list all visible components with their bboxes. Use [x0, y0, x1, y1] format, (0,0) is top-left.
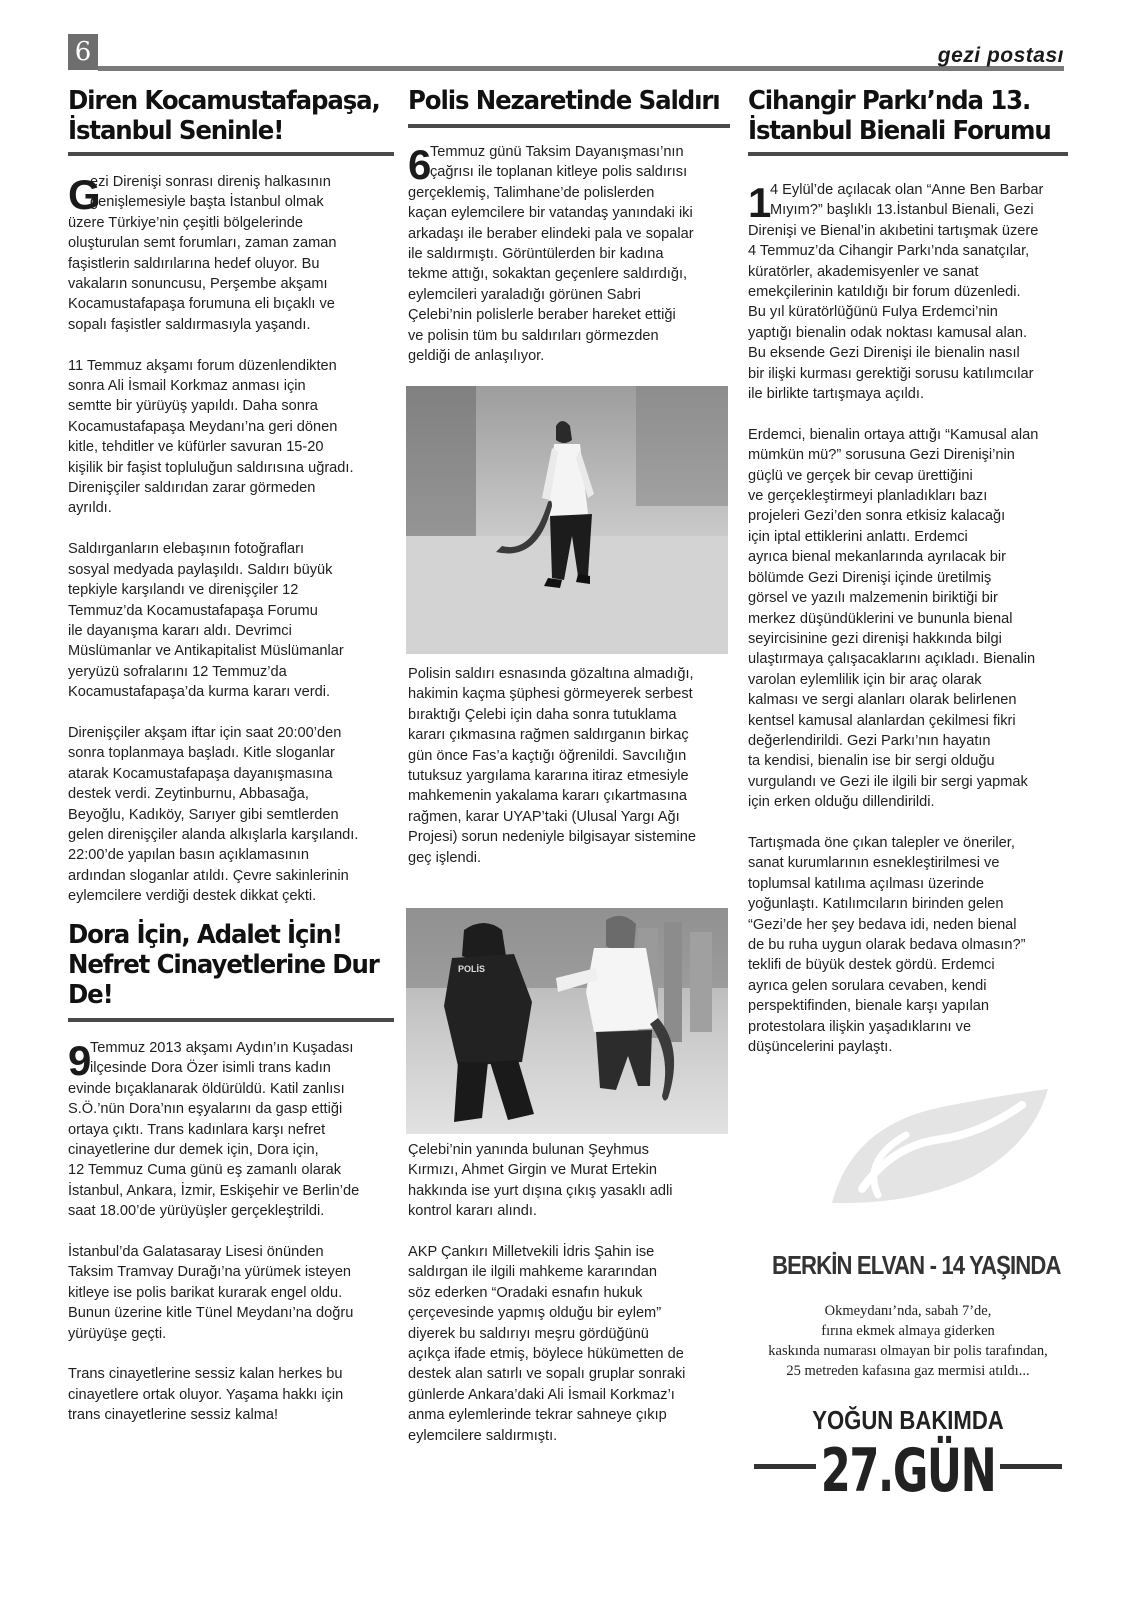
headline-bienal: Cihangir Parkı’nda 13. İstanbul Bienali Forumu: [748, 86, 1051, 146]
article-body: [748, 180, 1068, 1057]
day-counter: [748, 1438, 1068, 1508]
paragraph: Çelebi’nin yanında bulunan Şeyhmus Kırmızı, Ahmet Girgin ve Murat Ertekin hakkında ise yurt dışına çıkış yasaklı adli kontrol kararı alındı.: [408, 1142, 673, 1220]
headline-polis: Polis Nezaretinde Saldırı: [408, 86, 720, 116]
article-body: [408, 664, 730, 868]
headline-rule: [408, 124, 730, 128]
paragraph: 1 4 Eylül’de açılacak olan “Anne Ben Barbar Mıyım?” başlıklı 13.İstanbul Bienali, Gezi Direnişi ve Bienal’in akıbetini tartışmak üzere 4 Temmuz’da Cihangir Parkı’nda sanatçılar, küratörler, akademisyenler ve sanat emekçilerinin katıldığı bir forum düzenledi. Bu yıl küratörlüğünü Fulya Erdemci’nin yaptığı bienalin odak noktası kamusal alan. Bu eksende Gezi Direnişi ile bienalin nasıl bir ilişki kurması gerektiği sorusu katılımcılar ile birlikte tartışmaya açıldı.: [748, 179, 1044, 403]
page-number: 6: [74, 37, 92, 67]
headline-dora: Dora İçin, Adalet İçin! Nefret Cinayetlerine Dur De!: [68, 920, 379, 1010]
article-body: [408, 142, 730, 366]
photo-attacker-with-machete: [406, 386, 728, 654]
paragraph: 6 Temmuz günü Taksim Dayanışması’nın çağrısı ile toplanan kitleye polis saldırısı gerçeklemiş, Talimhane’de polislerden kaçan eylemcilere bir vatandaş yanındaki iki arkadaşı ile beraber elindeki pala ve sopalar ile saldırmıştı. Görüntülerden bir kadına tekme attığı, sokaktan geçenlere saldırdığı, eylemcileri yaraladığı görünen Sabri Çelebi’nin polislerle beraber hareket ettiği ve polisin tüm bu saldırıları görmezden geldiği de anlaşılıyor.: [408, 141, 694, 365]
day-counter-line-right: [1000, 1464, 1062, 1469]
photo-police-and-attacker: [406, 908, 728, 1134]
paragraph: 9 Temmuz 2013 akşamı Aydın’ın Kuşadası ilçesinde Dora Özer isimli trans kadın evinde bıçaklanarak öldürüldü. Katil zanlısı S.Ö.’nün Dora’nın eşyalarını da gasp ettiği ortaya çıktı. Trans kadınlara karşı nefret cinayetlerine dur demek için, Dora için, 12 Temmuz Cuma günü eş zamanlı olarak İstanbul, Ankara, İzmir, Eskişehir ve Berlin’de saat 18.00’de yürüyüşler gerçekleştrildi.: [68, 1037, 360, 1220]
berkin-description: Okmeydanı’nda, sabah 7’de, fırına ekmek almaya giderken kaskında numarası olmayan bir polis tarafından, 25 metreden kafasına gaz mermisi atıldı...: [768, 1303, 1048, 1379]
headline-rule: [68, 1018, 394, 1022]
drop-cap: 1: [748, 179, 772, 226]
leaf-icon: [822, 1085, 1052, 1214]
paragraph: Erdemci, bienalin ortaya attığı “Kamusal alan mümkün mü?” sorusuna Gezi Direnişi’nin güçlü ve gerçek bir cevap ürettiğini ve gerçekleştirmeyi planladıkları bazı projeleri Gezi’den sonra etkisiz kalacağı için iptal ettiklerini anlattı. Erdemci ayrıca bienal mekanlarında ayrılacak bir bölümde Gezi Direnişi içinde üretilmiş görsel ve yazılı malzemenin biriktiği bir merkez düşündüklerini ve bununla bienal seyircisinine gezi direnişi hakkında bilgi ulaştırmaya çalışacaklarını açıkladı. Bienalin varolan eylemlilik için bir araç olarak kalması ve sergi alanları olarak belirlenen kentsel kamusal alanlardan çekilmesi fikri değerlendirildi. Gezi Parkı’nın hayatın ta kendisi, bienalin ise bir sergi olduğu vurgulandı ve Gezi ile ilgili bir sergi yapmak için erken olduğu dillendirildi.: [748, 426, 1039, 811]
paragraph: Trans cinayetlerine sessiz kalan herkes bu cinayetlere ortak oluyor. Yaşama hakkı için trans cinayetlerine sessiz kalma!: [68, 1366, 344, 1424]
paragraph: Polisin saldırı esnasında gözaltına almadığı, hakimin kaçma şüphesi görmeyerek serbest bıraktığı Çelebi için daha sonra tutuklama kararı çıkmasına rağmen saldırganın birkaç gün önce Fas’a kaçtığı öğrenildi. Savcılığın tutuksuz yargılama kararına itiraz etmesiyle mahkemenin yakalama kararı çıkartmasına rağmen, karar UYAP’taki (Ulusal Yargı Ağı Projesi) sorun nedeniyle bilgisayar sistemine geç işlendi.: [408, 666, 696, 866]
paragraph: Tartışmada öne çıkan talepler ve öneriler, sanat kurumlarının esnekleştirilmesi ve toplumsal katılıma açılması üzerinde yoğunlaştı. Katılımcıların birinden gelen “Gezi’de her şey bedava idi, neden bienal de bu ruha uygun olarak bedava olmasın?” teklifi de büyük destek gördü. Erdemci ayrıca gelen sorulara cevaben, kendi perspektifinden, bienale karşı yapılan protestolara ilişkin yaşadıklarını ve düşüncelerini paylaştı.: [748, 834, 1026, 1056]
berkin-title: BERKİN ELVAN - 14 YAŞINDA: [772, 1250, 1061, 1280]
article-dora: [68, 920, 394, 1446]
paragraph: Direnişçiler akşam iftar için saat 20:00’den sonra toplanmaya başladı. Kitle sloganlar atarak Kocamustafapaşa dayanışmasına destek verdi. Zeytinburnu, Abbasağa, Beyoğlu, Kadıköy, Sarıyer gibi semtlerden gelen direnişçiler alanda alkışlarla karşılandı. 22:00’de yapılan basın açıklamasının ardından sloganlar atıldı. Çevre sakinlerinin eylemcilere verdiği destek dikkat çekti.: [68, 724, 359, 905]
article-body: [68, 172, 394, 907]
article-bienal-forumu: [748, 86, 1068, 1078]
headline-rule: [748, 152, 1068, 156]
headline-rule: [68, 152, 394, 156]
drop-cap: 9: [68, 1037, 92, 1084]
header-rule: [98, 66, 1064, 71]
berkin-status: YOĞUN BAKIMDA: [812, 1405, 1004, 1435]
article-kocamustafapasa: [68, 86, 394, 927]
photo-attacker-illustration: [406, 386, 728, 654]
police-vest-label: POLİS: [458, 964, 486, 974]
paragraph: AKP Çankırı Milletvekili İdris Şahin ise saldırgan ile ilgili mahkeme kararından söz ederken “Oradaki esnafın hukuk çerçevesinde yapmış olduğu bir eylem” diyerek bu saldırıyı meşru gördüğünü açıkça ifade etmiş, böylece hükümetten de destek alan satırlı ve sopalı gruplar sonraki günlerde Ankara’daki Ali İsmail Korkmaz’ı anma eylemlerinde tekrar sahneye çıkıp eylemcilere saldırmıştı.: [408, 1244, 686, 1444]
drop-cap: G: [68, 171, 101, 218]
article-body: [68, 1038, 394, 1426]
drop-cap: 6: [408, 141, 432, 188]
article-polis-continued-2: [408, 1140, 730, 1466]
paragraph: İstanbul’da Galatasaray Lisesi önünden Taksim Tramvay Durağı’na yürümek isteyen kitleye ise polis barikat kurarak engel oldu. Bunun üzerine kitle Tünel Meydanı’na doğru yürüyüşe geçti.: [68, 1244, 354, 1342]
article-polis-continued: [408, 664, 730, 888]
article-body: [408, 1140, 730, 1446]
article-polis-nezaretinde: [408, 86, 730, 387]
berkin-elvan-box: [748, 1250, 1068, 1580]
paragraph: 11 Temmuz akşamı forum düzenlendikten sonra Ali İsmail Korkmaz anması için semtte bir yürüyüş yapıldı. Daha sonra Kocamustafapaşa Meydanı’na geri dönen kitle, tehditler ve küfürler savuran 15-20 kişilik bir faşist topluluğun saldırısına uğradı. Direnişçiler saldırıdan zarar görmeden ayrıldı.: [68, 357, 354, 517]
paragraph: Saldırganların elebaşının fotoğrafları sosyal medyada paylaşıldı. Saldırı büyük tepkiyle karşılandı ve direnişçiler 12 Temmuz’da Kocamustafapaşa Forumu ile dayanışma kararı aldı. Devrimci Müslümanlar ve Antikapitalist Müslümanlar yeryüzü sofralarını 12 Temmuz’da Kocamustafapaşa’da kurma kararı verdi.: [68, 541, 344, 701]
headline-kocamustafapasa: Diren Kocamustafapaşa, İstanbul Seninle!: [68, 86, 380, 146]
paragraph: G ezi Direnişi sonrası direniş halkasının genişlemesiyle başta İstanbul olmak üzere Türkiye’nin çeşitli bölgelerinde oluşturulan semt forumları, zaman zaman faşistlerin saldırılarına hedef oluyor. Bu vakaların sonuncusu, Perşembe akşamı Kocamustafapaşa forumuna eli bıçaklı ve sopalı faşistler saldırmasıyla yaşandı.: [68, 171, 337, 333]
day-count: 27.GÜN: [820, 1436, 996, 1506]
publication-name: gezi postası: [937, 44, 1064, 67]
photo-police-illustration: [406, 908, 728, 1134]
